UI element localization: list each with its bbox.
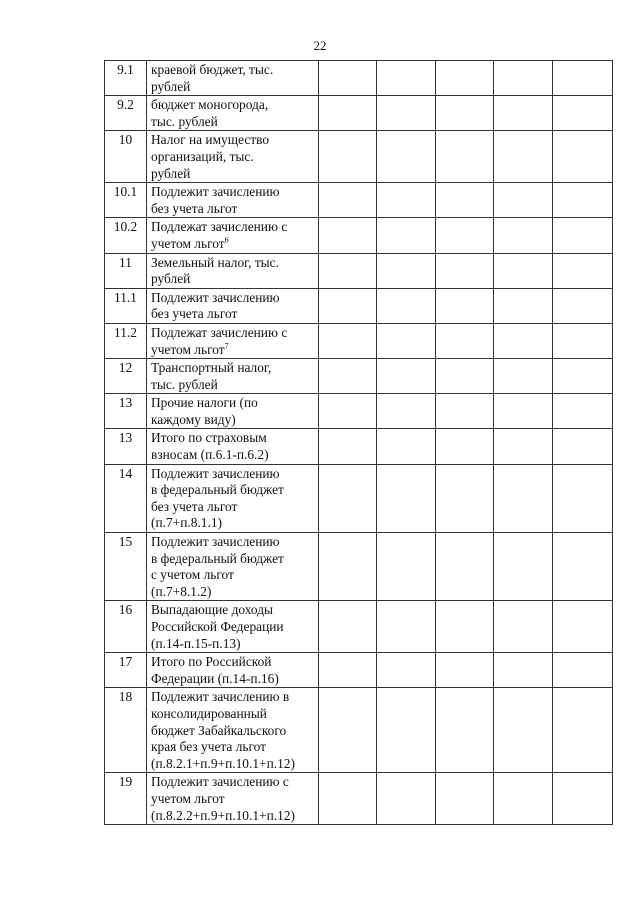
- empty-value-cell[interactable]: [494, 394, 553, 429]
- empty-value-cell[interactable]: [377, 429, 436, 464]
- empty-value-cell[interactable]: [494, 359, 553, 394]
- empty-value-cell[interactable]: [319, 131, 377, 183]
- row-number: 15: [105, 533, 147, 601]
- empty-value-cell[interactable]: [553, 653, 613, 688]
- empty-value-cell[interactable]: [436, 533, 494, 601]
- row-name: Подлежат зачислению с учетом льгот: [151, 324, 288, 357]
- row-name: Транспортный налог, тыс. рублей: [151, 360, 272, 392]
- row-number: 11: [105, 253, 147, 288]
- row-name: Налог на имущество организаций, тыс. рублей: [151, 132, 270, 181]
- empty-value-cell[interactable]: [436, 183, 494, 218]
- row-name: Выпадающие доходы Российской Федерации (п.14-п.15-п.13): [151, 602, 284, 651]
- row-number: 14: [105, 464, 147, 532]
- empty-value-cell[interactable]: [436, 253, 494, 288]
- empty-value-cell[interactable]: [436, 688, 494, 773]
- table-body: [105, 61, 613, 825]
- empty-value-cell[interactable]: [494, 429, 553, 464]
- table-row: [105, 653, 613, 688]
- empty-value-cell[interactable]: [553, 601, 613, 653]
- empty-value-cell[interactable]: [436, 429, 494, 464]
- row-number: 11.1: [105, 288, 147, 323]
- empty-value-cell[interactable]: [319, 359, 377, 394]
- empty-value-cell[interactable]: [436, 218, 494, 253]
- empty-value-cell[interactable]: [494, 183, 553, 218]
- table-row: [105, 773, 613, 825]
- row-name-cell: [147, 253, 319, 288]
- table-row: [105, 253, 613, 288]
- row-number: 13: [105, 394, 147, 429]
- empty-value-cell[interactable]: [377, 288, 436, 323]
- empty-value-cell[interactable]: [436, 61, 494, 96]
- row-name-cell: [147, 429, 319, 464]
- row-name: Подлежат зачислению с учетом льгот: [151, 219, 288, 251]
- empty-value-cell[interactable]: [553, 131, 613, 183]
- row-number: 16: [105, 601, 147, 653]
- empty-value-cell[interactable]: [436, 601, 494, 653]
- row-name-cell: [147, 359, 319, 394]
- empty-value-cell[interactable]: [377, 394, 436, 429]
- table-row: [105, 61, 613, 96]
- empty-value-cell[interactable]: [319, 288, 377, 323]
- row-name: Прочие налоги (по каждому виду): [151, 395, 258, 427]
- row-name: Итого по страховым взносам (п.6.1-п.6.2): [151, 430, 269, 463]
- empty-value-cell[interactable]: [553, 429, 613, 464]
- row-name: Итого по Российской Федерации (п.14-п.16): [151, 654, 279, 686]
- empty-value-cell[interactable]: [436, 394, 494, 429]
- row-name-cell: [147, 323, 319, 358]
- footnote-mark: 6: [224, 235, 229, 245]
- row-name: Подлежит зачислению в федеральный бюджет без учета льгот (п.7+п.8.1.1): [151, 465, 284, 531]
- table-row: [105, 464, 613, 532]
- empty-value-cell[interactable]: [319, 653, 377, 688]
- empty-value-cell[interactable]: [553, 773, 613, 825]
- table-row: [105, 288, 613, 323]
- empty-value-cell[interactable]: [377, 183, 436, 218]
- row-name-cell: [147, 464, 319, 532]
- empty-value-cell[interactable]: [319, 688, 377, 773]
- row-name-cell: [147, 653, 319, 688]
- empty-value-cell[interactable]: [553, 183, 613, 218]
- empty-value-cell[interactable]: [377, 253, 436, 288]
- row-name: Подлежит зачислению в федеральный бюджет с учетом льгот (п.7+8.1.2): [151, 534, 284, 599]
- empty-value-cell[interactable]: [319, 61, 377, 96]
- row-name: Подлежит зачислению в консолидированный бюджет Забайкальского края без учета льгот (п.8.2.1+п.9+п.10.1+п.12): [151, 689, 295, 771]
- empty-value-cell[interactable]: [377, 601, 436, 653]
- row-number: 19: [105, 773, 147, 825]
- row-number: 9.2: [105, 96, 147, 131]
- table-row: [105, 218, 613, 253]
- row-number: 13: [105, 429, 147, 464]
- empty-value-cell[interactable]: [553, 464, 613, 532]
- row-name-cell: [147, 394, 319, 429]
- empty-value-cell[interactable]: [319, 218, 377, 253]
- row-name-cell: [147, 218, 319, 253]
- empty-value-cell[interactable]: [436, 131, 494, 183]
- empty-value-cell[interactable]: [436, 96, 494, 131]
- empty-value-cell[interactable]: [494, 533, 553, 601]
- table-row: [105, 183, 613, 218]
- empty-value-cell[interactable]: [553, 323, 613, 358]
- empty-value-cell[interactable]: [494, 773, 553, 825]
- empty-value-cell[interactable]: [553, 533, 613, 601]
- empty-value-cell[interactable]: [494, 131, 553, 183]
- footnote-mark: 7: [224, 341, 229, 351]
- empty-value-cell[interactable]: [436, 653, 494, 688]
- row-number: 11.2: [105, 323, 147, 358]
- empty-value-cell[interactable]: [377, 653, 436, 688]
- row-name: Подлежит зачислению с учетом льгот (п.8.2.2+п.9+п.10.1+п.12): [151, 774, 295, 823]
- empty-value-cell[interactable]: [319, 183, 377, 218]
- page-number: 22: [313, 38, 327, 53]
- empty-value-cell[interactable]: [553, 688, 613, 773]
- empty-value-cell[interactable]: [436, 773, 494, 825]
- empty-value-cell[interactable]: [319, 429, 377, 464]
- empty-value-cell[interactable]: [553, 288, 613, 323]
- row-number: 10.2: [105, 218, 147, 253]
- row-number: 10: [105, 131, 147, 183]
- row-name-cell: [147, 688, 319, 773]
- row-name-cell: [147, 183, 319, 218]
- empty-value-cell[interactable]: [553, 359, 613, 394]
- row-name-cell: [147, 61, 319, 96]
- table-row: [105, 429, 613, 464]
- row-name: Земельный налог, тыс. рублей: [151, 254, 279, 287]
- table-row: [105, 688, 613, 773]
- empty-value-cell[interactable]: [319, 773, 377, 825]
- empty-value-cell[interactable]: [494, 61, 553, 96]
- row-name: Подлежит зачислению без учета льгот: [151, 184, 280, 216]
- table-row: [105, 359, 613, 394]
- empty-value-cell[interactable]: [377, 688, 436, 773]
- table-row: [105, 601, 613, 653]
- table-row: [105, 394, 613, 429]
- row-name-cell: [147, 288, 319, 323]
- row-name-cell: [147, 96, 319, 131]
- empty-value-cell[interactable]: [377, 96, 436, 131]
- empty-value-cell[interactable]: [377, 323, 436, 358]
- empty-value-cell[interactable]: [494, 464, 553, 532]
- row-name-cell: [147, 601, 319, 653]
- empty-value-cell[interactable]: [553, 96, 613, 131]
- table-row: [105, 533, 613, 601]
- empty-value-cell[interactable]: [494, 288, 553, 323]
- empty-value-cell[interactable]: [377, 218, 436, 253]
- empty-value-cell[interactable]: [319, 464, 377, 532]
- empty-value-cell[interactable]: [377, 359, 436, 394]
- empty-value-cell[interactable]: [436, 359, 494, 394]
- row-name-cell: [147, 533, 319, 601]
- empty-value-cell[interactable]: [319, 253, 377, 288]
- tax-table: [104, 60, 613, 825]
- empty-value-cell[interactable]: [319, 96, 377, 131]
- empty-value-cell[interactable]: [553, 394, 613, 429]
- empty-value-cell[interactable]: [319, 323, 377, 358]
- table-row: [105, 323, 613, 358]
- empty-value-cell[interactable]: [494, 653, 553, 688]
- table-row: [105, 131, 613, 183]
- empty-value-cell[interactable]: [494, 218, 553, 253]
- row-name: Подлежит зачислению без учета льгот: [151, 289, 280, 322]
- empty-value-cell[interactable]: [377, 464, 436, 532]
- row-number: 9.1: [105, 61, 147, 96]
- empty-value-cell[interactable]: [494, 601, 553, 653]
- empty-value-cell[interactable]: [494, 253, 553, 288]
- empty-value-cell[interactable]: [436, 323, 494, 358]
- empty-value-cell[interactable]: [436, 464, 494, 532]
- empty-value-cell[interactable]: [377, 533, 436, 601]
- empty-value-cell[interactable]: [494, 96, 553, 131]
- row-number: 12: [105, 359, 147, 394]
- empty-value-cell[interactable]: [319, 394, 377, 429]
- empty-value-cell[interactable]: [553, 61, 613, 96]
- empty-value-cell[interactable]: [494, 688, 553, 773]
- empty-value-cell[interactable]: [377, 773, 436, 825]
- empty-value-cell[interactable]: [319, 601, 377, 653]
- row-number: 17: [105, 653, 147, 688]
- empty-value-cell[interactable]: [377, 61, 436, 96]
- empty-value-cell[interactable]: [553, 253, 613, 288]
- empty-value-cell[interactable]: [553, 218, 613, 253]
- row-number: 10.1: [105, 183, 147, 218]
- empty-value-cell[interactable]: [494, 323, 553, 358]
- row-number: 18: [105, 688, 147, 773]
- row-name: бюджет моногорода, тыс. рублей: [151, 97, 269, 129]
- empty-value-cell[interactable]: [377, 131, 436, 183]
- empty-value-cell[interactable]: [319, 533, 377, 601]
- row-name: краевой бюджет, тыс. рублей: [151, 62, 274, 94]
- row-name-cell: [147, 773, 319, 825]
- row-name-cell: [147, 131, 319, 183]
- empty-value-cell[interactable]: [436, 288, 494, 323]
- table-row: [105, 96, 613, 131]
